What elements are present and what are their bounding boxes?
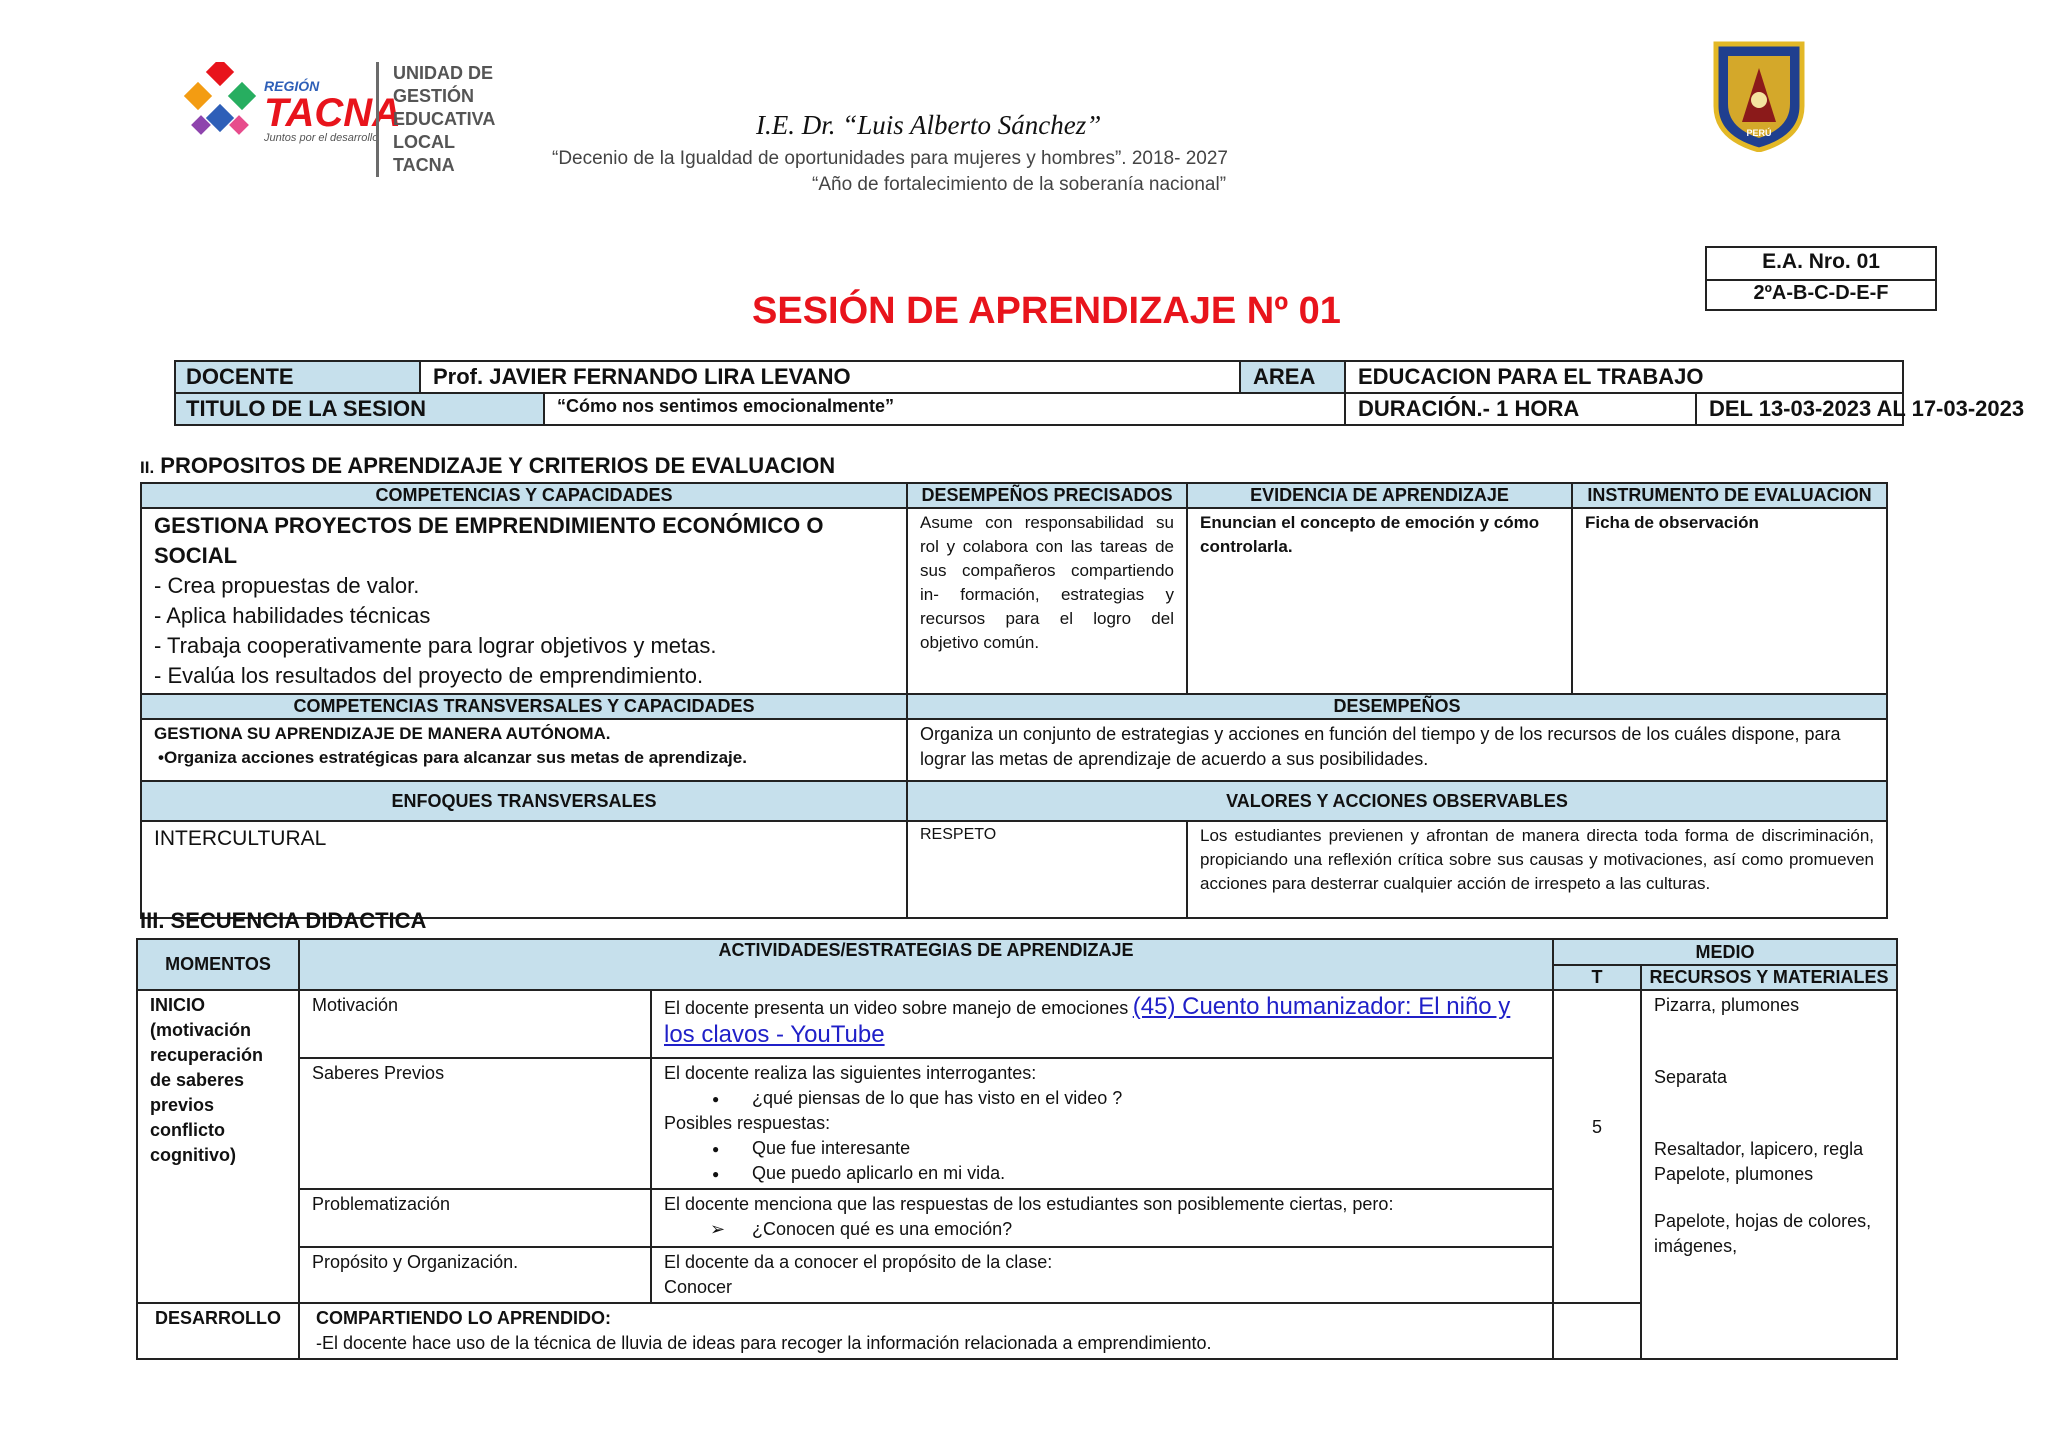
region-logo (180, 58, 520, 175)
col-instrumento: INSTRUMENTO DE EVALUACION (1572, 483, 1887, 508)
school-name: I.E. Dr. “Luis Alberto Sánchez” (756, 110, 1102, 140)
fechas: DEL 13-03-2023 AL 17-03-2023 (1696, 393, 1903, 425)
motivacion-label: Motivación (299, 990, 651, 1058)
desarrollo-text: -El docente hace uso de la técnica de lluvia de ideas para recoger la información relacionada a emprendimiento. (316, 1333, 1212, 1353)
desempeno-text: Asume con responsabilidad su rol y colabora con las tareas de sus compañeros compartiendo in- formación, estrategias y recursos para el logro del objetivo común. (907, 508, 1187, 694)
motivacion-cell (651, 990, 1553, 1058)
col-desempenos: DESEMPEÑOS PRECISADOS (907, 483, 1187, 508)
page-title: SESIÓN DE APRENDIZAJE Nº 01 (752, 290, 1341, 332)
problematizacion-question: ➢ ¿Conocen qué es una emoción? (664, 1217, 1540, 1242)
region-slogan: Juntos por el desarrollo (264, 132, 379, 144)
transversal-cell (141, 719, 907, 781)
respuesta-item: ● Que puedo aplicarlo en mi vida. (664, 1161, 1540, 1186)
col-transversales: COMPETENCIAS TRANSVERSALES Y CAPACIDADES (141, 694, 907, 719)
tiempo-inicio: 5 (1553, 990, 1641, 1303)
instrumento-text: Ficha de observación (1572, 508, 1887, 694)
ugel-logo-text: UNIDAD DE GESTIÓN EDUCATIVA LOCAL TACNA (376, 62, 520, 177)
desarrollo-title: COMPARTIENDO LO APRENDIDO: (316, 1308, 611, 1328)
col-enfoques: ENFOQUES TRANSVERSALES (141, 781, 907, 821)
section2-table (140, 482, 1888, 919)
titulo-value: “Cómo nos sentimos emocionalmente” (544, 393, 1345, 425)
ea-box (1705, 246, 1937, 311)
area-label: AREA (1240, 361, 1345, 393)
saberes-label: Saberes Previos (299, 1058, 651, 1189)
info-table (174, 360, 2025, 426)
proposito-label: Propósito y Organización. (299, 1247, 651, 1303)
decade-motto: “Decenio de la Igualdad de oportunidades para mujeres y hombres”. 2018- 2027 (552, 148, 1228, 169)
col-valores: VALORES Y ACCIONES OBSERVABLES (907, 781, 1887, 821)
evidencia-text: Enuncian el concepto de emoción y cómo controlarla. (1187, 508, 1572, 694)
acciones-text: Los estudiantes previenen y afrontan de manera directa toda forma de discriminación, propiciando una reflexión crítica sobre sus causas y motivaciones, así como promueven acciones para desterrar cualquier acción de irrespeto a las culturas. (1187, 821, 1887, 918)
transversal-title: GESTIONA SU APRENDIZAJE DE MANERA AUTÓNOMA. (154, 724, 611, 743)
ea-number: E.A. Nro. 01 (1706, 247, 1936, 280)
capacidad-item: - Crea propuestas de valor. (154, 573, 420, 598)
valor-text: RESPETO (907, 821, 1187, 918)
competencia-title: GESTIONA PROYECTOS DE EMPRENDIMIENTO ECONÓMICO O SOCIAL (154, 513, 824, 568)
col-evidencia: EVIDENCIA DE APRENDIZAJE (1187, 483, 1572, 508)
recurso-item: Pizarra, plumones (1654, 995, 1800, 1015)
recurso-item: Papelote, hojas de colores, imágenes, (1654, 1211, 1872, 1256)
recurso-item: Separata (1654, 1067, 1728, 1087)
crest-text: PERÚ (1746, 128, 1772, 138)
col-actividades: ACTIVIDADES/ESTRATEGIAS DE APRENDIZAJE (299, 939, 1553, 990)
col-desempenos2: DESEMPEÑOS (907, 694, 1887, 719)
region-label: REGIÓN (264, 78, 320, 94)
section3-heading: III. SECUENCIA DIDACTICA (140, 908, 427, 933)
enfoque-text: INTERCULTURAL (141, 821, 907, 918)
region-name: TACNA (264, 91, 402, 135)
recursos-cell (1641, 990, 1897, 1359)
docente-value: Prof. JAVIER FERNANDO LIRA LEVANO (420, 361, 1240, 393)
capacidad-item: - Evalúa los resultados del proyecto de emprendimiento. (154, 663, 704, 688)
capacidad-item: - Aplica habilidades técnicas (154, 603, 431, 628)
col-t: T (1553, 965, 1641, 990)
section2-heading: II. PROPOSITOS DE APRENDIZAJE Y CRITERIOS DE EVALUACION (140, 453, 836, 478)
motivacion-text: El docente presenta un video sobre manejo de emociones (664, 998, 1129, 1018)
problematizacion-label: Problematización (299, 1189, 651, 1247)
desarrollo-label: DESARROLLO (137, 1303, 299, 1359)
proposito-cell: El docente da a conocer el propósito de la clase: Conocer (651, 1247, 1553, 1303)
problematizacion-cell: El docente menciona que las respuestas de los estudiantes son posiblemente ciertas, pero: ➢ ¿Conocen qué es una emoción? (651, 1189, 1553, 1247)
inicio-label: INICIO (motivación recuperación de saberes previos conflicto cognitivo) (137, 990, 299, 1303)
col-momentos: MOMENTOS (137, 939, 299, 990)
docente-label: DOCENTE (175, 361, 420, 393)
desarrollo-cell (299, 1303, 1553, 1359)
area-value: EDUCACION PARA EL TRABAJO (1345, 361, 1903, 393)
competencia-cell (141, 508, 907, 694)
saberes-question: ● ¿qué piensas de lo que has visto en el video ? (664, 1086, 1540, 1111)
respuesta-item: ● Que fue interesante (664, 1136, 1540, 1161)
ea-grades: 2ºA-B-C-D-E-F (1706, 280, 1936, 310)
col-medio: MEDIO (1553, 939, 1897, 965)
recurso-item: Resaltador, lapicero, regla (1654, 1139, 1864, 1159)
col-competencias: COMPETENCIAS Y CAPACIDADES (141, 483, 907, 508)
duracion: DURACIÓN.- 1 HORA (1345, 393, 1696, 425)
recurso-item: Papelote, plumones (1654, 1164, 1814, 1184)
region-logo-icon (180, 62, 260, 142)
school-crest (1712, 40, 1806, 152)
titulo-label: TITULO DE LA SESION (175, 393, 544, 425)
capacidad-item: - Trabaja cooperativamente para lograr objetivos y metas. (154, 633, 717, 658)
video-link[interactable]: (45) Cuento humanizador: El niño y los clavos - YouTube (664, 993, 1511, 1048)
secuencia-table (136, 938, 1898, 1360)
saberes-cell: El docente realiza las siguientes interrogantes: ● ¿qué piensas de lo que has visto en el video ? Posibles respuestas: ● Que fue interesante ● Que puedo aplicarlo en mi vida. (651, 1058, 1553, 1189)
tiempo-desarrollo (1553, 1303, 1641, 1359)
col-recursos: RECURSOS Y MATERIALES (1641, 965, 1897, 990)
transversal-item: •Organiza acciones estratégicas para alcanzar sus metas de aprendizaje. (158, 748, 747, 767)
desempenos2-text: Organiza un conjunto de estrategias y acciones en función del tiempo y de los recursos de los cuáles dispone, para lograr las metas de aprendizaje de acuerdo a sus posibilidades. (907, 719, 1887, 781)
year-motto: “Año de fortalecimiento de la soberanía nacional” (812, 174, 1227, 195)
